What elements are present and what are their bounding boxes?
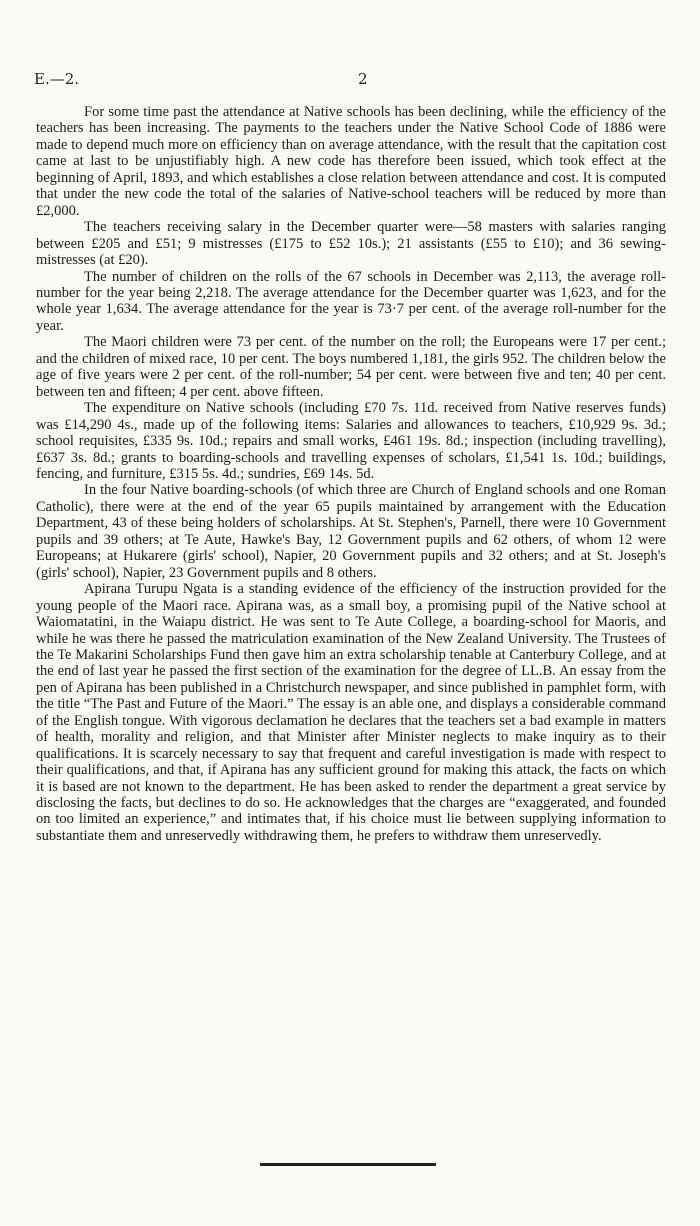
- paragraph-boarding-schools: In the four Native boarding-schools (of which three are Church of England schools and one Roman Catholic), there were at the end of the year 65 pupils maintained by arrangement with the Education Department, 43 of these being holders of scholarships. At St. Stephen's, Parnell, there were 10 Government pupils and 39 others; at Te Aute, Hawke's Bay, 12 Government pupils and 62 others, of whom 12 were Europeans; at Hukarere (girls' school), Napier, 20 Government pupils and 32 others; and at St. Joseph's (girls' school), Napier, 23 Government pupils and 8 others.: [36, 482, 666, 581]
- page-number: 2: [358, 70, 368, 88]
- page-header: [34, 70, 666, 92]
- document-reference: E.—2.: [34, 70, 80, 88]
- paragraph-teachers-salary: The teachers receiving salary in the December quarter were—58 masters with salaries ranging between £205 and £51; 9 mistresses (£175 to £52 10s.); 21 assistants (£55 to £10); and 36 sewing-mistresses (at £20).: [36, 219, 666, 269]
- paragraph-race-age: The Maori children were 73 per cent. of the number on the roll; the Europeans were 17 per cent.; and the children of mixed race, 10 per cent. The boys numbered 1,181, the girls 952. The children below the age of five years were 2 per cent. of the roll-number; 54 per cent. were between five and ten; 40 per cent. between ten and fifteen; 4 per cent. above fifteen.: [36, 334, 666, 400]
- end-rule: [260, 1163, 436, 1166]
- paragraph-attendance: For some time past the attendance at Native schools has been declining, while the efficiency of the teachers has been increasing. The payments to the teachers under the Native School Code of 1886 were made to depend much more on efficiency than on average attendance, with the result that the capitation cost came at last to be unjustifiably high. A new code has therefore been issued, which took effect at the beginning of April, 1893, and which establishes a close relation between attendance and cost. It is computed that under the new code the total of the salaries of Native-school teachers will be reduced by more than £2,000.: [36, 104, 666, 219]
- paragraph-expenditure: The expenditure on Native schools (including £70 7s. 11d. received from Native reserves funds) was £14,290 4s., made up of the following items: Salaries and allowances to teachers, £10,929 9s. 3d.; school requisites, £335 9s. 10d.; repairs and small works, £461 19s. 8d.; inspection (including travelling), £637 3s. 8d.; grants to boarding-schools and travelling expenses of scholars, £1,541 1s. 10d.; buildings, fencing, and furniture, £315 5s. 4d.; sundries, £69 14s. 5d.: [36, 400, 666, 482]
- paragraph-roll-numbers: The number of children on the rolls of the 67 schools in December was 2,113, the average roll-number for the year being 2,218. The average attendance for the December quarter was 1,623, and for the whole year 1,634. The average attendance for the year is 73·7 per cent. of the average roll-number for the year.: [36, 268, 666, 334]
- body-text: [36, 104, 666, 844]
- paragraph-apirana-ngata: Apirana Turupu Ngata is a standing evidence of the efficiency of the instruction provided for the young people of the Maori race. Apirana was, as a small boy, a promising pupil of the Native school at Waiomatatini, in the Waiapu district. He was sent to Te Aute College, a boarding-school for Maoris, and while he was there he passed the matriculation examination of the New Zealand University. The Trustees of the Te Makarini Scholarships Fund then gave him an extra scholarship tenable at Canterbury College, and at the end of last year he passed the first section of the examination for the degree of LL.B. An essay from the pen of Apirana has been published in a Christchurch newspaper, and since published in pamphlet form, with the title “The Past and Future of the Maori.” The essay is an able one, and displays a considerable command of the English tongue. With vigorous declamation he declares that the teachers set a bad example in matters of health, morality and religion, and that Minister after Minister neglects to make inquiry as to their qualifications. It is scarcely necessary to say that frequent and careful investigation is made with respect to their qualifications, and that, if Apirana has any sufficient ground for making this attack, the facts on which it is based are not known to the department. He has been asked to render the department a great service by disclosing the facts, but declines to do so. He acknowledges that the charges are “exaggerated, and founded on too limited an experience,” and intimates that, if his choice must lie between supplying information to substantiate them and unreservedly withdrawing them, he prefers to withdraw them unreservedly.: [36, 581, 666, 844]
